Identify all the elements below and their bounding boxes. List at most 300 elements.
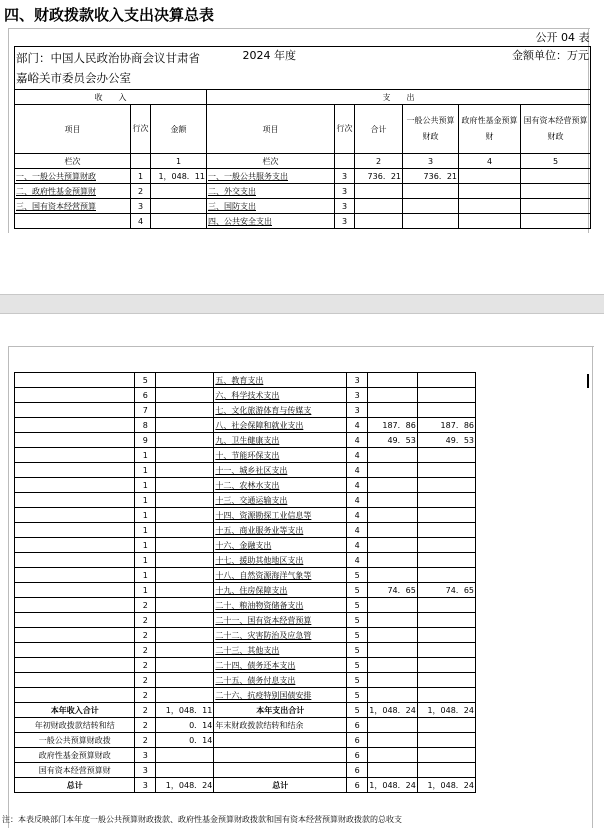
expense-item-cell: 十五、商业服务业等支出: [214, 523, 347, 538]
income-amount-cell: [156, 373, 214, 388]
expense-line-cell: 4: [347, 523, 368, 538]
income-item-cell: [15, 418, 135, 433]
income-amount-cell: [151, 214, 207, 229]
total-cell: 74．65: [368, 583, 418, 598]
income-line-cell: 3: [131, 199, 151, 214]
income-line-cell: 7: [135, 403, 156, 418]
expense-line-cell: 4: [347, 538, 368, 553]
expense-item-cell: 七、文化旅游体育与传媒支: [214, 403, 347, 418]
income-item-cell: [15, 538, 135, 553]
expense-item-cell: 二十三、其他支出: [214, 643, 347, 658]
expense-item-cell: 五、教育支出: [214, 373, 347, 388]
total-cell: [368, 733, 418, 748]
page-separator: [0, 294, 604, 314]
income-amount-cell: [156, 433, 214, 448]
page-border-right: [592, 346, 593, 828]
expense-line-cell: 3: [347, 388, 368, 403]
summary-table-page-2: [14, 372, 476, 793]
income-item-cell: [15, 643, 135, 658]
fiscal-year: 2024 年度: [207, 47, 355, 90]
cell-cursor-mark: [587, 374, 589, 388]
income-item-cell: [15, 433, 135, 448]
expense-line-cell: 5: [347, 688, 368, 703]
total-cell: [368, 463, 418, 478]
expense-line-cell: 3: [335, 214, 355, 229]
expense-line-cell: 6: [347, 718, 368, 733]
income-amount-cell: [156, 598, 214, 613]
income-line-cell: 1: [135, 478, 156, 493]
income-amount-cell: 0．14: [156, 733, 214, 748]
department-label: 部门：中国人民政治协商会议甘肃省嘉峪关市委员会办公室: [15, 47, 207, 90]
income-item-cell: [15, 478, 135, 493]
sheet-page-1: [8, 28, 590, 233]
general-budget-cell: [417, 553, 475, 568]
general-budget-cell: [417, 448, 475, 463]
expense-item-cell: [214, 733, 347, 748]
general-budget-cell: 736．21: [403, 169, 459, 184]
total-cell: 1，048．24: [368, 703, 418, 718]
income-amount-cell: [156, 643, 214, 658]
table-row: [15, 403, 476, 418]
expense-line-cell: 5: [347, 703, 368, 718]
income-item-cell: [15, 463, 135, 478]
expense-item-cell: 十四、资源勘探工业信息等: [214, 508, 347, 523]
expense-item-cell: 总计: [214, 778, 347, 793]
income-line-cell: 1: [135, 538, 156, 553]
income-line-cell: 1: [135, 583, 156, 598]
general-budget-cell: 74．65: [417, 583, 475, 598]
general-budget-cell: [417, 568, 475, 583]
expense-line-cell: 3: [347, 373, 368, 388]
income-line-cell: 1: [135, 463, 156, 478]
income-amount-cell: 1，048．24: [156, 778, 214, 793]
fund-budget-header: 政府性基金预算财: [459, 105, 521, 154]
income-line-cell: 2: [135, 613, 156, 628]
income-item-cell: [15, 448, 135, 463]
expense-item-cell: 二十六、抗疫特别国债安排: [214, 688, 347, 703]
table-row: [15, 388, 476, 403]
income-amount-cell: 1，048．11: [156, 703, 214, 718]
income-amount-cell: [156, 523, 214, 538]
income-line-cell: 2: [135, 598, 156, 613]
general-budget-cell: [417, 463, 475, 478]
income-line-cell: 2: [135, 628, 156, 643]
table-row: [15, 613, 476, 628]
income-amount-cell: [156, 628, 214, 643]
total-cell: [368, 568, 418, 583]
total-cell: [368, 628, 418, 643]
lanci-col-3: 3: [403, 154, 459, 169]
expense-line-cell: 5: [347, 583, 368, 598]
expense-item-cell: 十七、援助其他地区支出: [214, 553, 347, 568]
total-cell: [368, 538, 418, 553]
general-budget-cell: [417, 613, 475, 628]
expense-line-cell: 4: [347, 433, 368, 448]
expense-item-cell: 二十五、债务付息支出: [214, 673, 347, 688]
income-amount-cell: [156, 448, 214, 463]
expense-item-header: 项目: [207, 105, 335, 154]
footnote: 注：本表反映部门本年度一般公共预算财政拨款、政府性基金预算财政拨款和国有资本经营预算财政拨款的总收支: [2, 815, 402, 824]
income-item-cell: 二、政府性基金预算财: [15, 184, 131, 199]
table-row: [15, 373, 476, 388]
income-line-cell: 1: [135, 568, 156, 583]
table-row: [15, 568, 476, 583]
state-capital-cell: [521, 184, 591, 199]
income-amount-cell: 1，048．11: [151, 169, 207, 184]
general-budget-cell: [417, 538, 475, 553]
state-capital-cell: [521, 169, 591, 184]
income-line-cell: 1: [135, 448, 156, 463]
expense-item-cell: 年末财政拨款结转和结余: [214, 718, 347, 733]
expense-line-cell: 3: [335, 184, 355, 199]
expense-header: 支 出: [207, 90, 591, 105]
total-cell: [355, 214, 403, 229]
income-amount-cell: [156, 583, 214, 598]
fund-budget-cell: [459, 169, 521, 184]
total-cell: [368, 643, 418, 658]
income-amount-cell: [156, 403, 214, 418]
summary-row: [15, 703, 476, 718]
page-1-rows: [15, 169, 591, 229]
general-budget-cell: [417, 733, 475, 748]
general-budget-cell: [417, 658, 475, 673]
expense-item-cell: 二十四、债务还本支出: [214, 658, 347, 673]
income-amount-cell: [156, 388, 214, 403]
expense-item-cell: 十一、城乡社区支出: [214, 463, 347, 478]
amount-unit: 金额单位：万元: [355, 47, 591, 90]
table-row: [15, 463, 476, 478]
table-row: [15, 433, 476, 448]
income-amount-cell: [151, 184, 207, 199]
income-line-cell: 3: [135, 778, 156, 793]
income-amount-cell: [156, 748, 214, 763]
expense-item-cell: 十六、金融支出: [214, 538, 347, 553]
fund-budget-cell: [459, 184, 521, 199]
state-capital-cell: [521, 199, 591, 214]
table-row: [15, 478, 476, 493]
summary-row: [15, 718, 476, 733]
lanci-col-4: 4: [459, 154, 521, 169]
state-capital-cell: [521, 214, 591, 229]
expense-line-cell: 5: [347, 658, 368, 673]
table-row: [15, 523, 476, 538]
general-budget-cell: [417, 508, 475, 523]
lanci-label-expense: 栏次: [207, 154, 335, 169]
income-amount-cell: [156, 658, 214, 673]
form-number: 公开 04 表: [535, 30, 590, 44]
income-item-cell: [15, 628, 135, 643]
expense-line-cell: 5: [347, 643, 368, 658]
total-cell: [368, 553, 418, 568]
expense-line-cell: 6: [347, 733, 368, 748]
income-line-cell: 8: [135, 418, 156, 433]
income-amount-cell: [156, 613, 214, 628]
table-row: [15, 169, 591, 184]
expense-line-cell: 3: [335, 199, 355, 214]
income-header: 收 入: [15, 90, 207, 105]
page-2-rows: [15, 373, 476, 793]
income-line-cell: 1: [135, 508, 156, 523]
table-row: [15, 673, 476, 688]
table-row: [15, 448, 476, 463]
income-amount-cell: [156, 463, 214, 478]
expense-line-cell: 5: [347, 613, 368, 628]
income-item-cell: [15, 583, 135, 598]
expense-line-cell: 4: [347, 553, 368, 568]
total-cell: [368, 373, 418, 388]
lanci-empty: [335, 154, 355, 169]
income-item-cell: [15, 214, 131, 229]
general-budget-cell: [417, 598, 475, 613]
expense-line-cell: 6: [347, 748, 368, 763]
total-cell: 736．21: [355, 169, 403, 184]
income-line-cell: 5: [135, 373, 156, 388]
page-title: 四、财政拨款收入支出决算总表: [4, 6, 215, 24]
table-row: [15, 508, 476, 523]
page-border-top: [8, 346, 594, 347]
income-amount-cell: 0．14: [156, 718, 214, 733]
expense-line-cell: 3: [335, 169, 355, 184]
income-item-cell: [15, 403, 135, 418]
income-item-cell: 一般公共预算财政拨: [15, 733, 135, 748]
general-budget-cell: [417, 523, 475, 538]
table-row: [15, 658, 476, 673]
income-item-cell: [15, 553, 135, 568]
expense-line-cell: 3: [347, 403, 368, 418]
expense-item-cell: 二十、粮油物资储备支出: [214, 598, 347, 613]
general-budget-header: 一般公共预算财政: [403, 105, 459, 154]
total-cell: [368, 673, 418, 688]
table-row: [15, 598, 476, 613]
lanci-label-income: 栏次: [15, 154, 131, 169]
income-line-cell: 1: [131, 169, 151, 184]
total-cell: [368, 598, 418, 613]
income-amount-cell: [156, 538, 214, 553]
income-line-cell: 4: [131, 214, 151, 229]
income-line-header: 行次: [131, 105, 151, 154]
total-cell: [368, 448, 418, 463]
income-item-cell: [15, 523, 135, 538]
total-cell: [355, 184, 403, 199]
page-border-left: [8, 28, 9, 233]
page-border-left: [8, 346, 9, 828]
income-line-cell: 2: [135, 673, 156, 688]
expense-item-cell: 十、节能环保支出: [214, 448, 347, 463]
income-amount-cell: [156, 478, 214, 493]
expense-line-cell: 5: [347, 628, 368, 643]
expense-line-cell: 4: [347, 418, 368, 433]
expense-line-cell: 6: [347, 778, 368, 793]
general-budget-cell: [417, 403, 475, 418]
income-amount-cell: [156, 688, 214, 703]
expense-item-cell: 十八、自然资源海洋气象等: [214, 568, 347, 583]
expense-item-cell: 九、卫生健康支出: [214, 433, 347, 448]
general-budget-cell: [417, 388, 475, 403]
income-item-cell: [15, 568, 135, 583]
income-item-cell: [15, 493, 135, 508]
income-line-cell: 3: [135, 748, 156, 763]
income-line-cell: 1: [135, 493, 156, 508]
income-amount-cell: [156, 418, 214, 433]
income-item-cell: [15, 613, 135, 628]
income-item-cell: [15, 373, 135, 388]
general-budget-cell: [417, 373, 475, 388]
income-line-cell: 9: [135, 433, 156, 448]
expense-item-cell: 十三、交通运输支出: [214, 493, 347, 508]
table-row: [15, 538, 476, 553]
income-amount-cell: [156, 763, 214, 778]
income-line-cell: 2: [135, 658, 156, 673]
income-line-cell: 2: [135, 718, 156, 733]
total-cell: [368, 508, 418, 523]
summary-table-page-1: [14, 28, 591, 229]
expense-item-cell: 十二、农林水支出: [214, 478, 347, 493]
expense-line-cell: 4: [347, 478, 368, 493]
general-budget-cell: [417, 478, 475, 493]
lanci-col-5: 5: [521, 154, 591, 169]
table-row: [15, 184, 591, 199]
income-line-cell: 2: [135, 643, 156, 658]
expense-line-cell: 4: [347, 508, 368, 523]
summary-row: [15, 763, 476, 778]
general-budget-cell: [417, 673, 475, 688]
income-line-cell: 3: [135, 763, 156, 778]
expense-item-cell: 一、一般公共服务支出: [207, 169, 335, 184]
total-cell: 1，048．24: [368, 778, 418, 793]
general-budget-cell: [417, 718, 475, 733]
total-cell: [368, 718, 418, 733]
income-amount-cell: [156, 553, 214, 568]
income-line-cell: 2: [131, 184, 151, 199]
general-budget-cell: [417, 493, 475, 508]
general-budget-cell: [417, 763, 475, 778]
expense-line-header: 行次: [335, 105, 355, 154]
summary-row: [15, 748, 476, 763]
total-cell: [368, 523, 418, 538]
income-item-cell: 三、国有资本经营预算: [15, 199, 131, 214]
income-line-cell: 2: [135, 733, 156, 748]
income-line-cell: 2: [135, 688, 156, 703]
total-cell: [368, 613, 418, 628]
expense-item-cell: 三、国防支出: [207, 199, 335, 214]
table-row: [15, 553, 476, 568]
sheet-page-2: [8, 346, 594, 828]
income-item-cell: 本年收入合计: [15, 703, 135, 718]
income-item-cell: [15, 508, 135, 523]
general-budget-cell: 49．53: [417, 433, 475, 448]
expense-line-cell: 4: [347, 463, 368, 478]
total-cell: [368, 403, 418, 418]
total-cell: 187．86: [368, 418, 418, 433]
general-budget-cell: [403, 199, 459, 214]
expense-line-cell: 5: [347, 673, 368, 688]
income-line-cell: 1: [135, 553, 156, 568]
lanci-col-1: 1: [151, 154, 207, 169]
income-line-cell: 2: [135, 703, 156, 718]
expense-line-cell: 5: [347, 568, 368, 583]
expense-line-cell: 4: [347, 493, 368, 508]
expense-item-cell: 二、外交支出: [207, 184, 335, 199]
income-item-cell: [15, 598, 135, 613]
income-item-header: 项目: [15, 105, 131, 154]
income-amount-header: 金额: [151, 105, 207, 154]
income-amount-cell: [156, 568, 214, 583]
expense-item-cell: [214, 763, 347, 778]
total-cell: [368, 478, 418, 493]
income-amount-cell: [156, 508, 214, 523]
income-item-cell: 年初财政拨款结转和结: [15, 718, 135, 733]
income-line-cell: 6: [135, 388, 156, 403]
expense-item-cell: 八、社会保障和就业支出: [214, 418, 347, 433]
total-header: 合计: [355, 105, 403, 154]
total-cell: [368, 388, 418, 403]
table-row: [15, 214, 591, 229]
state-capital-header: 国有资本经营预算财政: [521, 105, 591, 154]
general-budget-cell: [403, 184, 459, 199]
income-amount-cell: [156, 493, 214, 508]
total-cell: [355, 199, 403, 214]
total-cell: [368, 493, 418, 508]
income-item-cell: 国有资本经营预算财: [15, 763, 135, 778]
income-line-cell: 1: [135, 523, 156, 538]
table-row: [15, 583, 476, 598]
general-budget-cell: [417, 748, 475, 763]
general-budget-cell: 187．86: [417, 418, 475, 433]
income-amount-cell: [151, 199, 207, 214]
expense-line-cell: 5: [347, 598, 368, 613]
summary-row: [15, 778, 476, 793]
expense-line-cell: 6: [347, 763, 368, 778]
table-row: [15, 643, 476, 658]
expense-item-cell: 四、公共安全支出: [207, 214, 335, 229]
income-amount-cell: [156, 673, 214, 688]
general-budget-cell: 1，048．24: [417, 778, 475, 793]
table-row: [15, 199, 591, 214]
lanci-empty: [131, 154, 151, 169]
total-cell: [368, 763, 418, 778]
income-item-cell: 总计: [15, 778, 135, 793]
general-budget-cell: [417, 643, 475, 658]
total-cell: [368, 658, 418, 673]
total-cell: [368, 688, 418, 703]
total-cell: 49．53: [368, 433, 418, 448]
total-cell: [368, 748, 418, 763]
table-row: [15, 628, 476, 643]
general-budget-cell: [417, 688, 475, 703]
lanci-col-2: 2: [355, 154, 403, 169]
expense-item-cell: 二十二、灾害防治及应急管: [214, 628, 347, 643]
expense-item-cell: 十九、住房保障支出: [214, 583, 347, 598]
expense-item-cell: 六、科学技术支出: [214, 388, 347, 403]
fund-budget-cell: [459, 214, 521, 229]
expense-item-cell: 二十一、国有资本经营预算: [214, 613, 347, 628]
summary-row: [15, 733, 476, 748]
table-row: [15, 688, 476, 703]
income-item-cell: 政府性基金预算财政: [15, 748, 135, 763]
general-budget-cell: [403, 214, 459, 229]
income-item-cell: 一、一般公共预算财政: [15, 169, 131, 184]
table-row: [15, 493, 476, 508]
income-item-cell: [15, 673, 135, 688]
fund-budget-cell: [459, 199, 521, 214]
expense-line-cell: 4: [347, 448, 368, 463]
table-row: [15, 418, 476, 433]
general-budget-cell: [417, 628, 475, 643]
income-item-cell: [15, 658, 135, 673]
income-item-cell: [15, 688, 135, 703]
expense-item-cell: 本年支出合计: [214, 703, 347, 718]
expense-item-cell: [214, 748, 347, 763]
